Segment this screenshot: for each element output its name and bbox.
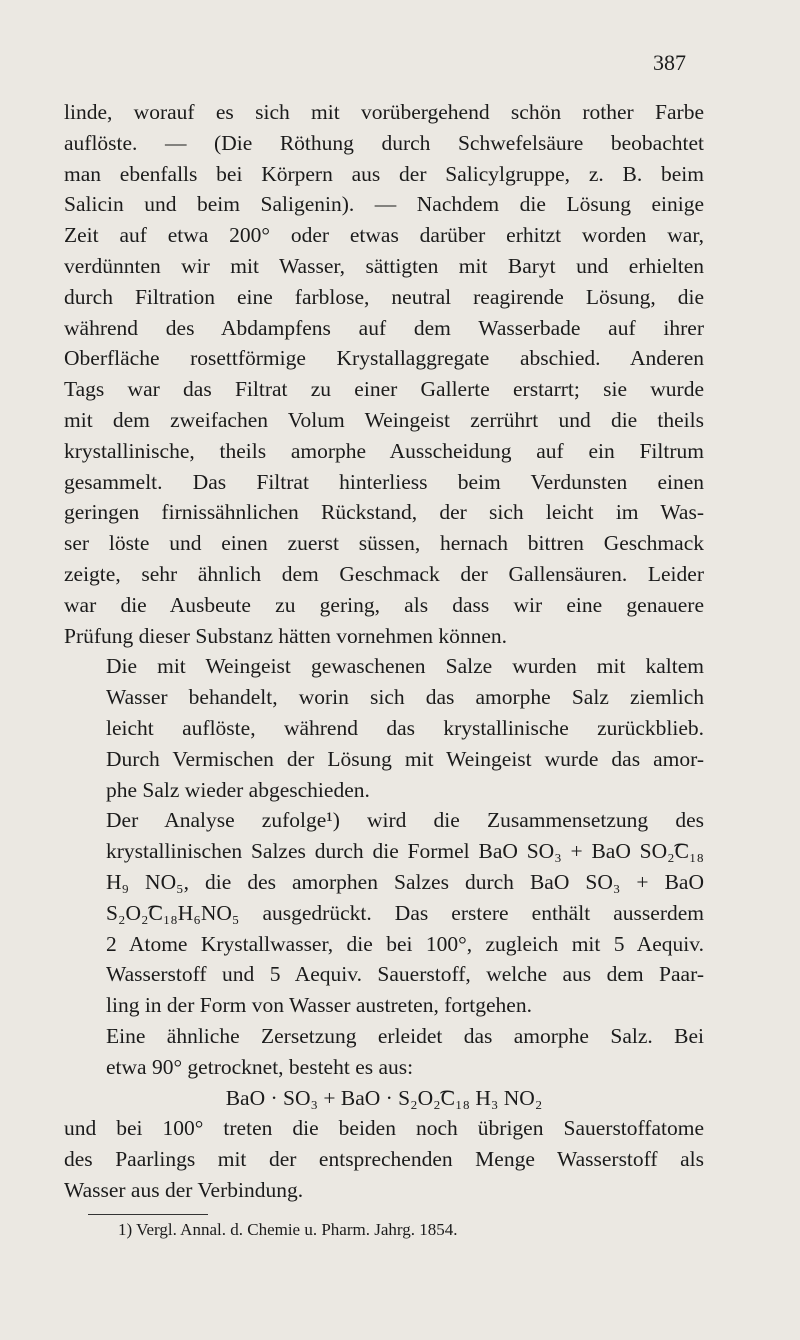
text-line: [64, 836, 704, 867]
body-text: [64, 97, 704, 1206]
text-line: geringen firnissähnlichen Rückstand, der sich leicht im Was-: [64, 500, 704, 525]
text-line: auflöste. — (Die Röthung durch Schwefelsäure beobachtet: [64, 130, 704, 155]
text-line: man ebenfalls bei Körpern aus der Salicylgruppe, z. B. beim: [64, 161, 704, 186]
text-line: Durch Vermischen der Lösung mit Weingeist wurde das amor-: [106, 746, 704, 771]
text-line: Wasser behandelt, worin sich das amorphe Salz ziemlich: [106, 685, 704, 710]
text-line: Wasser aus der Verbindung.: [64, 1177, 304, 1202]
text-line: etwa 90° getrocknet, besteht es aus:: [106, 1054, 414, 1079]
text-line: krystallinische, theils amorphe Ausscheidung auf ein Filtrum: [64, 438, 704, 463]
text-line: durch Filtration eine farblose, neutral reagirende Lösung, die: [64, 284, 704, 309]
formula-dried-salt: BaO · SO₃ + BaO · S₂O₂͡C₁₈ H₃ NO₂: [225, 1085, 543, 1110]
paragraph-analysis: [64, 805, 704, 1021]
text-fragment: krystallinischen Salzes durch die Formel: [106, 839, 479, 864]
paragraph-last: [64, 1021, 704, 1083]
text-line: während des Abdampfens auf dem Wasserbade auf ihrer: [64, 315, 704, 340]
text-line: und bei 100° treten die beiden noch übrigen Sauerstoffatome: [64, 1116, 704, 1141]
footnote: 1) Vergl. Annal. d. Chemie u. Pharm. Jahrg. 1854.: [118, 1220, 458, 1239]
text-fragment: ausgedrückt. Das erstere enthält ausserdem: [239, 900, 704, 925]
text-line: mit dem zweifachen Volum Weingeist zerrührt und die theils: [64, 407, 704, 432]
text-line: leicht auflöste, während das krystallinische zurückblieb.: [106, 715, 704, 740]
text-line: zeigte, sehr ähnlich dem Geschmack der Gallensäuren. Leider: [64, 561, 704, 586]
text-line: 2 Atome Krystallwasser, die bei 100°, zugleich mit 5 Aequiv.: [106, 931, 704, 956]
text-line: [64, 867, 704, 898]
text-fragment: , die des amorphen Salzes durch: [183, 869, 530, 894]
footnote-divider: [88, 1214, 208, 1215]
paragraph-last-continued: [64, 1083, 704, 1206]
text-line: Salicin und beim Saligenin). — Nachdem die Lösung einige: [64, 192, 704, 217]
text-line: gesammelt. Das Filtrat hinterliess beim Verdunsten einen: [64, 469, 704, 494]
text-line: ling in der Form von Wasser austreten, fortgehen.: [106, 993, 532, 1018]
text-line: phe Salz wieder abgeschieden.: [106, 777, 370, 802]
text-line: Tags war das Filtrat zu einer Gallerte erstarrt; sie wurde: [64, 377, 704, 402]
text-line: Eine ähnliche Zersetzung erleidet das amorphe Salz. Bei: [106, 1023, 704, 1048]
text-line: Zeit auf etwa 200° oder etwas darüber erhitzt worden war,: [64, 223, 704, 248]
text-line: Der Analyse zufolge¹) wird die Zusammensetzung des: [106, 808, 704, 833]
text-line: [64, 898, 704, 929]
text-line: Oberfläche rosettförmige Krystallaggregate abschied. Anderen: [64, 346, 704, 371]
paragraph-2: [64, 651, 704, 805]
text-line: Die mit Weingeist gewaschenen Salze wurden mit kaltem: [106, 654, 704, 679]
paragraph-1: [64, 97, 704, 651]
text-line: Prüfung dieser Substanz hätten vornehmen können.: [64, 623, 508, 648]
text-line: linde, worauf es sich mit vorübergehend schön rother Farbe: [64, 100, 704, 124]
formula-crystalline: BaO SO₃ + BaO SO₂͡C₁₈: [478, 839, 704, 864]
text-line: ser löste und einen zuerst süssen, hernach bittren Geschmack: [64, 531, 704, 556]
formula-amorphous: BaO SO₃ + BaO: [529, 869, 704, 894]
page-number: 387: [653, 50, 686, 75]
text-line: verdünnten wir mit Wasser, sättigten mit Baryt und erhielten: [64, 253, 704, 278]
formula-crystalline-end: H₉ NO₅: [106, 869, 184, 894]
text-line: Wasserstoff und 5 Aequiv. Sauerstoff, welche aus dem Paar-: [106, 962, 704, 987]
formula-amorphous-end: S₂O₂͡C₁₈H₆NO₅: [106, 900, 240, 925]
text-line: des Paarlings mit der entsprechenden Menge Wasserstoff als: [64, 1147, 704, 1172]
text-line: war die Ausbeute zu gering, als dass wir eine genauere: [64, 592, 704, 617]
